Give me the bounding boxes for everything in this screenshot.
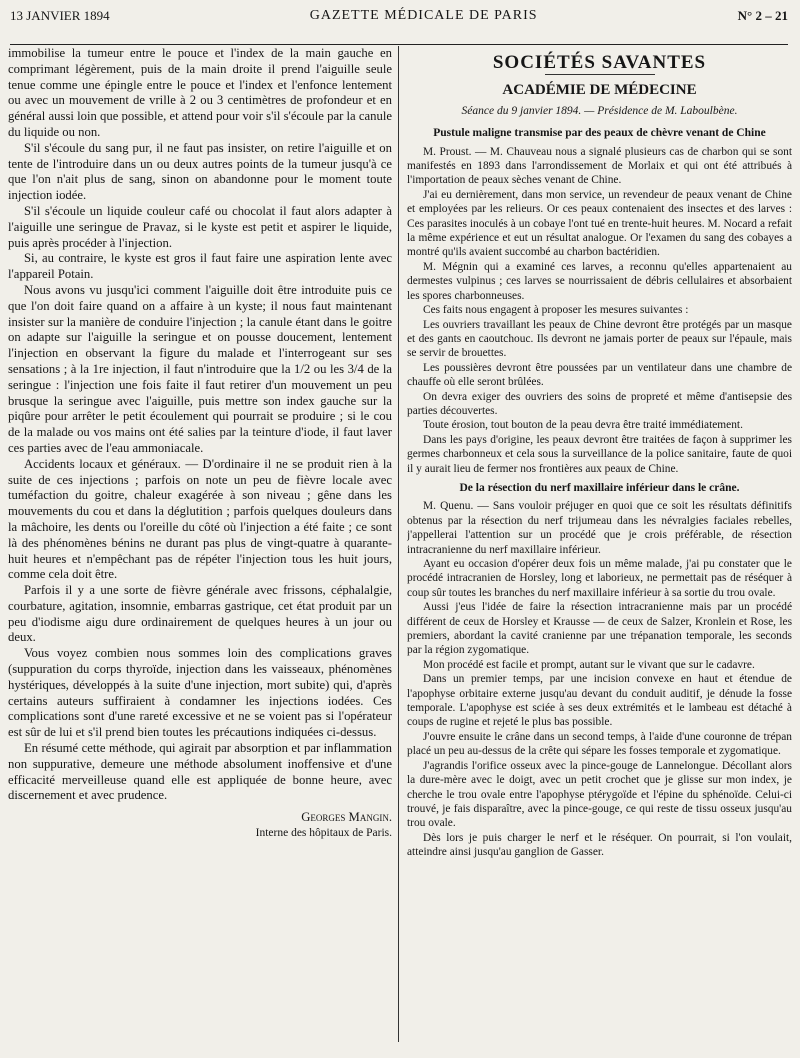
- paragraph: Dès lors je puis charger le nerf et le réséquer. On pourrait, si l'on voulait, atteindre ainsi jusqu'au ganglion de Gasser.: [407, 831, 792, 859]
- paragraph: Mon procédé est facile et prompt, autant sur le vivant que sur le cadavre.: [423, 658, 755, 671]
- paragraph: J'ai eu dernièrement, dans mon service, un revendeur de peaux venant de Chine et employées par les relieurs. Or ces peaux contenaient des insectes et des larves : Ces parasites inoculés à un cobaye l'ont tué en trente-huit heures. M. Nocard a refait la même expérience et eut un résultat analogue. Or l'examen du sang des cobayes a montré qu'ils avaient succombé au charbon bactéridien.: [407, 188, 792, 259]
- paragraph: Vous voyez combien nous sommes loin des complications graves (suppuration du corps thyroïde, injection dans les vaisseaux, phénomènes hystériques, développés à la suite d'une injection, mort subite) qui, d'après certains auteurs suffiraient à condamner les injections iodées. Ces complications sont d'une rareté excessive et ne se voient pas si l'opérateur est sûr de lui et s'il prend bien toutes les précautions indiquées ci-dessus.: [8, 646, 392, 740]
- paragraph: S'il s'écoule du sang pur, il ne faut pas insister, on retire l'aiguille et on tente de l'introduire dans un ou deux autres points de la tumeur jusqu'à ce que l'on n'ait plus de sang, sinon on abandonne pour le moment toute injection iodée.: [8, 140, 392, 203]
- seance-line: Séance du 9 janvier 1894. — Présidence de M. Laboulbène.: [461, 104, 738, 117]
- paragraph: Les poussières devront être poussées par un ventilateur dans une chambre de chauffe où elle seront brûlées.: [407, 361, 792, 389]
- page-header: [10, 8, 788, 45]
- article-heading: Pustule maligne transmise par des peaux de chèvre venant de Chine: [433, 127, 766, 140]
- paragraph: Si, au contraire, le kyste est gros il faut faire une aspiration lente avec l'appareil Potain.: [8, 251, 392, 282]
- issue-date: 13 JANVIER 1894: [10, 8, 110, 23]
- paragraph: Aussi j'eus l'idée de faire la résection intracranienne mais par un procédé différent de ceux de Horsley et Krausse — de ceux de Salzer, Kronlein et Rose, les premiers, abordant la cavité cranienne par une trépanation temporale, les seconds par la région zygomatique.: [407, 601, 792, 657]
- column-divider: [398, 46, 399, 1042]
- journal-title: GAZETTE MÉDICALE DE PARIS: [309, 8, 538, 23]
- paragraph: Dans un premier temps, par une incision convexe en haut et étendue de l'apophyse orbitaire externe jusqu'au devant du conduit auditif, je dénude la fosse temporale. L'apophyse est sciée à ses deux extrémités et le lambeau est détaché à coups de rugine et rejeté le plus bas possible.: [407, 673, 792, 729]
- paragraph: Toute érosion, tout bouton de la peau devra être traité immédiatement.: [423, 419, 743, 432]
- author-signature: Georges Mangin.: [301, 810, 392, 825]
- paragraph: Ayant eu occasion d'opérer deux fois un même malade, j'ai pu constater que le procédé intracranien de Horsley, long et laborieux, ne permettait pas de réséquer à coup sûr toutes les branches du nerf maxillaire inférieur à sa sortie du trou ovale.: [407, 558, 792, 599]
- section-title: SOCIÉTÉS SAVANTES: [492, 52, 707, 73]
- paragraph: Accidents locaux et généraux. — D'ordinaire il ne se produit rien à la suite de ces injections ; parfois on note un peu de fièvre locale avec tuméfaction du goitre, chaleur exagérée à son niveau ; gêne dans les mouvements du cou et dans la déglutition ; parfois quelques douleurs dans la mâchoire, les dents ou l'oreille du côté où l'injection a été faite ; ce sont là des phénomènes bénins ne durant pas plus de vingt-quatre à quarante-huit heures et n'empêchant pas de répéter l'injection tous les huit jours, comme cela doit être.: [8, 456, 392, 582]
- paragraph: Les ouvriers travaillant les peaux de Chine devront être protégés par un masque et des gants en caoutchouc. Ils devront ne jamais porter de peaux sur l'épaule, mais se servir de brouettes.: [407, 318, 792, 360]
- article-heading: De la résection du nerf maxillaire inférieur dans le crâne.: [459, 481, 740, 494]
- title-rule: [545, 74, 655, 75]
- paragraph: J'ouvre ensuite le crâne dans un second temps, à l'aide d'une couronne de trépan placé un peu au-dessus de la crête qui sépare les fosses temporale et zygomatique.: [407, 730, 792, 758]
- paragraph: S'il s'écoule un liquide couleur café ou chocolat il faut alors adapter à l'aiguille une seringue de Pravaz, si le kyste est petit et aspirer le liquide, puis après procéder à l'injection.: [8, 203, 392, 250]
- paragraph: immobilise la tumeur entre le pouce et l'index de la main gauche en comprimant légèrement, puis de la main droite il prend l'aiguille seule tenue comme une épingle entre le pouce et l'index et l'enfonce lentement ou avec un mouvement de vrille à 2 ou 3 centimètres de profondeur et en général aussi loin que possible, et attend pour voir s'il s'écoule par la canule du liquide ou non.: [8, 46, 392, 139]
- paragraph: J'agrandis l'orifice osseux avec la pince-gouge de Lannelongue. Décollant alors la dure-mère avec le doigt, avec un petit crochet que je glisse sur mon index, je cherche le trou ovale entre l'apophyse ptérygoïde et l'épine du sphénoïde. Celui-ci trouvé, je fais disparaître, avec la pince-gouge, ce qui reste de tissu osseux jusqu'au trou ovale.: [407, 759, 792, 830]
- right-column: [407, 46, 792, 1052]
- paragraph: Dans les pays d'origine, les peaux devront être traitées de façon à supprimer les germes charbonneux et cela sous la surveillance de la police sanitaire, faute de quoi il y aurait lieu de fermer nos frontières aux peaux de Chine.: [407, 433, 792, 475]
- paragraph: M. Mégnin qui a examiné ces larves, a reconnu qu'elles appartenaient au dermestes vulpinus ; ces larves se nourrissaient de débris cellulaires et absorbaient les spores charbonneuses.: [407, 260, 792, 302]
- author-role: Interne des hôpitaux de Paris.: [255, 827, 392, 840]
- paragraph: M. Quenu. — Sans vouloir préjuger en quoi que ce soit les résultats définitifs obtenus par la résection du nerf trijumeau dans les névralgies faciales rebelles, j'appellerai l'attention sur un procédé que je crois préférable, de résection intracranienne du nerf maxillaire inférieur.: [407, 500, 792, 556]
- paragraph: Ces faits nous engagent à proposer les mesures suivantes :: [423, 304, 689, 317]
- paragraph: On devra exiger des ouvriers des soins de propreté et même d'antisepsie des parties découvertes.: [407, 390, 792, 417]
- paragraph: Nous avons vu jusqu'ici comment l'aiguille doit être introduite puis ce que l'on doit faire quand on a affaire à un kyste; il nous faut maintenant insister sur la manière de conduire l'injection ; la canule étant dans le goitre on adapte sur l'aiguille la seringue et on pousse doucement, lentement l'injection en observant la figure du malade et l'interrogeant sur ses sensations ; à la 1re injection, il faut n'introduire que la 1/2 ou les 3/4 de la seringue : l'injection une fois faite il faut retirer d'un mouvement un peu brusque la seringue avec l'aiguille, puis mettre son index gauche sur la piqûre pour arrêter le petit écoulement qui pourrait se produire ; si le cou de la malade ou vos mains ont été salies par la teinture d'iode, il faut laver ces parties avec de l'eau ammoniacale.: [8, 282, 392, 455]
- paragraph: M. Proust. — M. Chauveau nous a signalé plusieurs cas de charbon qui se sont manifestés en 1893 dans l'arrondissement de Morlaix et qui ont été attribués à l'importation de peaux sèches venant de Chine.: [407, 145, 792, 187]
- academy-heading: ACADÉMIE DE MÉDECINE: [502, 82, 697, 99]
- issue-number: N° 2 – 21: [737, 8, 788, 23]
- paragraph: En résumé cette méthode, qui agirait par absorption et par inflammation non suppurative, demeure une méthode absolument inoffensive et d'une efficacité merveilleuse quand elle est appliquée de bonne heure, avec discernement et avec prudence.: [8, 741, 392, 803]
- left-column: [8, 46, 392, 1052]
- paragraph: Parfois il y a une sorte de fièvre générale avec frissons, céphalalgie, courbature, agitation, insomnie, embarras gastrique, cet état produit par un peu d'iodisme aigu dure ordinairement de quelques heures à un jour ou deux.: [8, 583, 392, 645]
